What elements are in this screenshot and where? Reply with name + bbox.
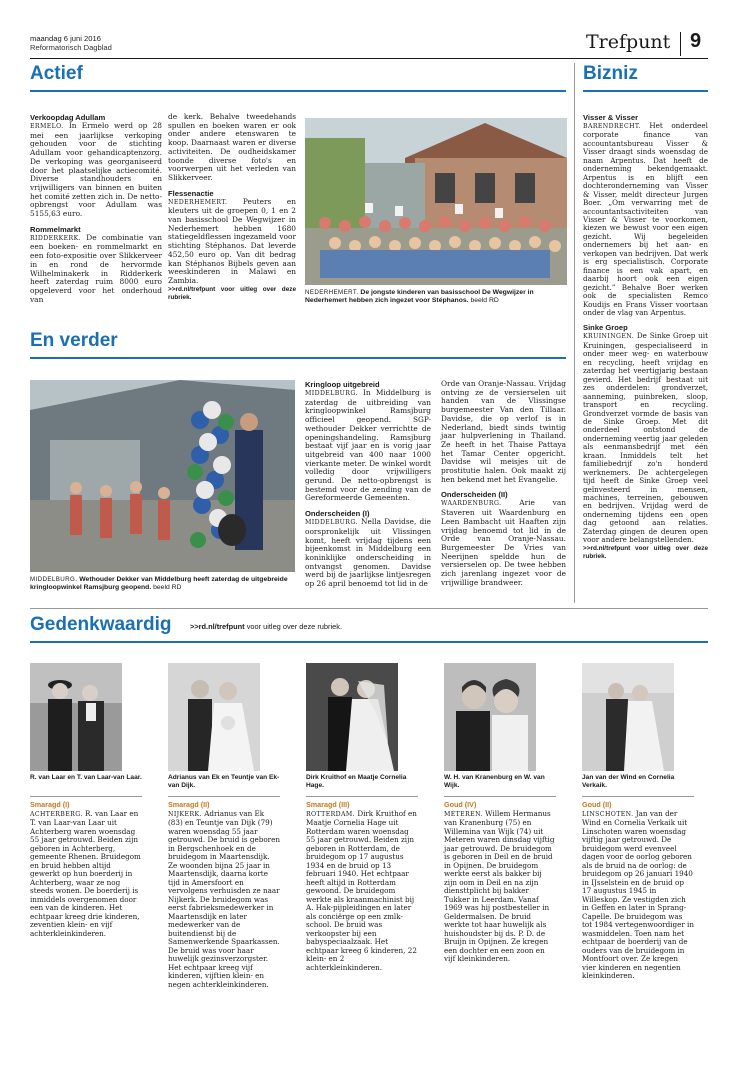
caption-rule: [30, 796, 142, 797]
anniversary-label: Smaragd (I): [30, 800, 70, 809]
anniversary-label: Smaragd (II): [168, 800, 210, 809]
article-title: Flessenactie: [168, 188, 214, 198]
school-children-photo: [305, 118, 567, 285]
wedding-illustration: [582, 663, 674, 771]
article-body: BARENDRECHT. Het onderdeel corporate finance van accountantsbureau Visser & Visser draagt sinds woensdag de naam Arpentus. Dat heeft de onderneming bekendgemaakt. Arpentus is en blijft een dochteronderneming van Visser & Visser, meldt directeur Jurgen Boer. „Om verwarring met de accountantsactiviteiten van Visser & Visser te voorkomen, kiezen we bewust voor een eigen gezicht. Wij begeleiden ondernemers bij het aan- en verkopen van bedrijven. Dat werk is erg specialistisch. Corporate finance is een vak apart, en daarbij hoort ook een eigen gezicht.” Behalve Boer werken ook de specialisten Remco Koudijs en Frans Visser voortaan onder de vlag van Arpentus.: [583, 121, 708, 317]
article-body: de kerk. Behalve tweedehands spullen en boeken waren er ook onder andere etenswaren te koop. Daarnaast waren er diverse activiteiten. De oudheidskamer toonde diverse foto's en voorwerpen uit het verleden van Slikkerveer.: [168, 112, 296, 182]
wedding-caption: Adrianus van Ek en Teuntje van Ek-van Dijk.: [168, 774, 280, 790]
article-title: Kringloop uitgebreid: [305, 380, 380, 389]
school-children-illustration: [305, 118, 567, 285]
header-date: maandag 6 juni 2016: [30, 34, 101, 43]
entry-body: METEREN. Willem Hermanus van Kranenburg (75) en Willemina van Wijk (74) uit Meteren waren dinsdag vijftig jaar getrouwd. De bruidegom is geboren in Deil en de bruid in Opijnen. De bruidegom werkte eerst als bakker bij zijn oom in Deil en na zijn diensttplicht bij bakker Tukker in Leerdam. Vanaf 1969 was hij postbesteller in Geldermalsen. De bruid werkte tot haar huwelijk als huishoudster bij ds. P. D. de Bruijn in Opijnen. Ze kregen een dochter en een zoon en vijf kleinkinderen.: [444, 808, 555, 963]
article-body: WAARDENBURG. Arie van Staveren uit Waardenburg en Leen Bambacht uit Haaften zijn vrijdag benoemd tot lid in de Orde van Oranje-Nassau. Burgemeester De Vries van Neerijnen speldde hun de versierselen op. De twee hebben zich jarenlang ingezet voor de vrijwillige brandweer.: [441, 498, 566, 587]
rubric-link[interactable]: >>rd.nl/trefpunt voor uitleg over deze rubriek.: [583, 544, 708, 560]
rubric-link[interactable]: >>rd.nl/trefpunt voor uitleg over deze rubriek.: [168, 285, 296, 301]
article-body: NEDERHEMERT. Peuters en kleuters uit de groepen 0, 1 en 2 van basisschool De Wegwijzer in Nederhemert hebben 1680 statiegeldflessen ingezameld voor stichting Stéphanos. Dat leverde 452,50 euro op. Van dit bedrag kan Stéphanos Bijbels geven aan weeskinderen in Malawi en Zambia.: [168, 196, 296, 285]
wedding-illustration: [30, 663, 122, 771]
section-title-bizniz: Bizniz: [583, 63, 638, 84]
entry-body: LINSCHOTEN. Jan van der Wind en Cornelia Verkaik uit Linschoten waren woensdag vijftig jaar getrouwd. De bruidegom werd evenveel dagen voor de oorlog geboren als de bruid na de oorlog: de bruidegom op 26 januari 1940 in IJsselstein en de bruid op 17 augustus 1945 in Willeskop. Ze vestigden zich in Geffen en later in Sprang-Capelle. De bruidegom was tot 1984 vertegenwoordiger in wasmiddelen. Toen nam het echtpaar de boerderij van de ouders van de bruidegom in Montfoort over. Ze kregen vier kinderen en negentien kleinkinderen.: [582, 808, 694, 980]
actief-photo-caption: NEDERHEMERT. De jongste kinderen van basisschool De Wegwijzer in Nederhemert hebben zich ingezet voor Stéphanos. beeld RD: [305, 289, 534, 305]
article-body: MIDDELBURG. Nella Davidse, die oorspronkelijk uit Vlissingen komt, heeft vrijdag tijdens een bijeenkomst in Middelburg een koninklijke onderscheiding in ontvangst genomen. Davidse werd bij de jaarlijkse lintjesregen op 26 april benoemd tot lid in de: [305, 517, 431, 589]
section-name: Trefpunt: [586, 31, 671, 53]
caption-rule: [306, 796, 418, 797]
anniversary-label: Goud (II): [582, 800, 612, 809]
en-verder-column-1: [305, 380, 431, 589]
header-paper: Reformatorisch Dagblad: [30, 43, 112, 52]
article-title: Sinke Groep: [583, 323, 628, 333]
actief-column-2: [168, 113, 296, 302]
article-title: Verkoopdag Adullam: [30, 113, 106, 122]
gedenk-entry: [444, 801, 556, 964]
header-divider: [680, 32, 681, 56]
article-body: MIDDELBURG. In Middelburg is zaterdag de uitbreiding van kringloopwinkel Ramsjburg officieel geopend. SGP-wethouder Dekker verrichtte de openingshandeling. Ramsjburg bestaat vijf jaar en is vorig jaar uitgebreid van 400 naar 1000 vierkante meter. De winkel wordt volledig door vrijwilligers gerund. De netto-opbrengst is bestemd voor de zending van de Gereformeerde Gemeenten.: [305, 388, 432, 503]
gedenk-entry: [168, 801, 280, 989]
gedenk-rule: [30, 641, 708, 643]
page-number: 9: [690, 30, 702, 52]
actief-column-1: [30, 113, 162, 304]
wedding-photo-4: [444, 663, 536, 771]
wedding-caption: R. van Laar en T. van Laar-van Laar.: [30, 774, 142, 781]
wedding-photo-3: [306, 663, 398, 771]
kringloop-illustration: [30, 380, 295, 572]
section-title-gedenkwaardig: Gedenkwaardig: [30, 614, 172, 635]
gedenk-entry: [306, 801, 418, 972]
section-title-actief: Actief: [30, 63, 83, 84]
header-rule: [30, 58, 708, 59]
wedding-illustration: [168, 663, 260, 771]
article-title: Onderscheiden (II): [441, 490, 508, 500]
bizniz-divider: [574, 63, 575, 603]
wedding-photo-2: [168, 663, 260, 771]
gedenk-top-rule: [30, 608, 708, 609]
article-body: Orde van Oranje-Nassau. Vrijdag ontving ze de versierselen uit handen van de Vlissingse burgemeester Van den Tillaar. Davidse, die op verlof is in Nederland, biedt sinds twintig jaar hulpverlening in Thailand. Ze heeft in het Thaise Pattaya het Tamar Center opgericht. Davidse wil meisjes uit de prostitutie halen. Ook maakt zij hen bekend met het Evangelie.: [441, 379, 566, 484]
wedding-caption: Jan van der Wind en Cornelia Verkaik.: [582, 774, 675, 790]
wedding-caption: Dirk Kruithof en Maatje Cornelia Hage.: [306, 774, 407, 790]
gedenk-entry: [30, 801, 142, 938]
article-title: Rommelmarkt: [30, 224, 81, 234]
entry-body: ROTTERDAM. Dirk Kruithof en Maatje Cornelia Hage uit Rotterdam waren woensdag 55 jaar getrouwd. Beiden zijn geboren in Rotterdam, de bruidegom op 17 augustus 1934 en de bruid op 13 februari 1940. Het echtpaar heeft altijd in Rotterdam gewoond. De bruidegom werkte als kraanmachinist bij A. Hak-pijpleidingen en later als conciërge op een zmlk-school. De bruid was verkoopster bij een babyspeciaalzaak. Het echtpaar kreeg 6 kinderen, 22 klein- en 2 achterkleinkinderen.: [306, 808, 417, 972]
wedding-illustration: [306, 663, 398, 771]
bizniz-column: [583, 113, 708, 561]
actief-rule: [30, 90, 566, 92]
kringloop-opening-photo: [30, 380, 295, 572]
article-body: ERMELO. In Ermelo werd op 28 mei een jaarlijkse verkoping gehouden voor de stichting Adullam voor gehandicaptenzorg. De verkoping was georganiseerd door het plaatselijke actiecomité. Diverse standhouders en vrijwilligers van binnen en buiten het comité zetten zich in. De netto-opbrengst voor Adullam was 5155,63 euro.: [30, 121, 162, 219]
entry-body: ACHTERBERG. R. van Laar en T. van Laar-van Laar uit Achterberg waren woensdag 55 jaar getrouwd. Beiden zijn geboren in Achterberg, gemeente Rhenen. Bruidegom en bruid hebben altijd gewerkt op hun boerderij in Achterberg, waar ze nog steeds wonen. De boerderij is inmiddels overgenomen door een van de kinderen. Het echtpaar kreeg drie kinderen, zeventien klein- en vijf achterkleinkinderen.: [30, 808, 141, 938]
wedding-photo-5: [582, 663, 674, 771]
caption-rule: [582, 796, 694, 797]
wedding-photo-1: [30, 663, 122, 771]
wedding-illustration: [444, 663, 536, 771]
caption-rule: [444, 796, 556, 797]
article-title: Onderscheiden (I): [305, 509, 370, 519]
entry-body: NIJKERK. Adrianus van Ek (83) en Teuntje van Dijk (79) waren woensdag 55 jaar getrouwd. De bruid is geboren in Bergschenhoek en de bruidegom in Maartensdijk. Ze woonden bijna 25 jaar in Maartensdijk, daarna korte tijd in Amersfoort en vervolgens verhuisden ze naar Nijkerk. De bruidegom was eerst fabrieksmedewerker in Maartensdijk en later medewerker van de buitendienst bij de Samenwerkende Spaarkassen. De bruid was voor haar huwelijk gezinsverzorgster. Het echtpaar kreeg vijf kinderen, vijftien klein- en negen achterkleinkinderen.: [168, 808, 280, 989]
article-title: Visser & Visser: [583, 113, 639, 122]
gedenk-rubric-link[interactable]: >>rd.nl/trefpunt voor uitleg over deze rubriek.: [190, 622, 342, 631]
en-verder-rule: [30, 357, 566, 359]
en-verder-column-2: [441, 380, 566, 587]
article-body: KRUININGEN. De Sinke Groep uit Kruiningen, gespecialiseerd in onder meer weg- en waterbouw en recycling, heeft vrijdag en zaterdag het veertigjarig bestaan gevierd. Het bedrijf bestaat uit zes onderdelen: grondverzet, aanneming, puinbreken, sloop, transport en recycling. Grondverzet vormde de basis van de Sinke Groep. Met dit onderdeel ontstond de onderneming veertig jaar geleden als eenmansbedrijf met één kraan. Inmiddels telt het familiebedrijf zo'n honderd werknemers. De achtergelegen tijd heeft de Sinke Groep veel geïnvesteerd in mensen, machines, terreinen, gebouwen en bedrijven. Vrijdag werd de onderneming tijdens een open dag getoond aan relaties. Zaterdag gingen de deuren open voor andere belangstellenden.: [583, 331, 708, 545]
gedenk-entry: [582, 801, 694, 981]
wedding-caption: W. H. van Kranenburg en W. van Wijk.: [444, 774, 545, 790]
section-title-en-verder: En verder: [30, 330, 118, 351]
anniversary-label: Goud (IV): [444, 800, 477, 809]
anniversary-label: Smaragd (III): [306, 800, 350, 809]
bizniz-rule: [583, 90, 708, 92]
article-body: RIDDERKERK. De combinatie van een boeken- en rommelmarkt en een foto-expositie over Slikkerveer in en rond de hervormde Wilhelminakerk in Ridderkerk heeft zaterdag ruim 8000 euro opgeleverd voor het onderhoud van: [30, 232, 162, 304]
en-verder-photo-caption: MIDDELBURG. Wethouder Dekker van Middelburg heeft zaterdag de uitgebreide kringloopwinkel Ramsjburg geopend. beeld RD: [30, 576, 288, 592]
caption-rule: [168, 796, 280, 797]
